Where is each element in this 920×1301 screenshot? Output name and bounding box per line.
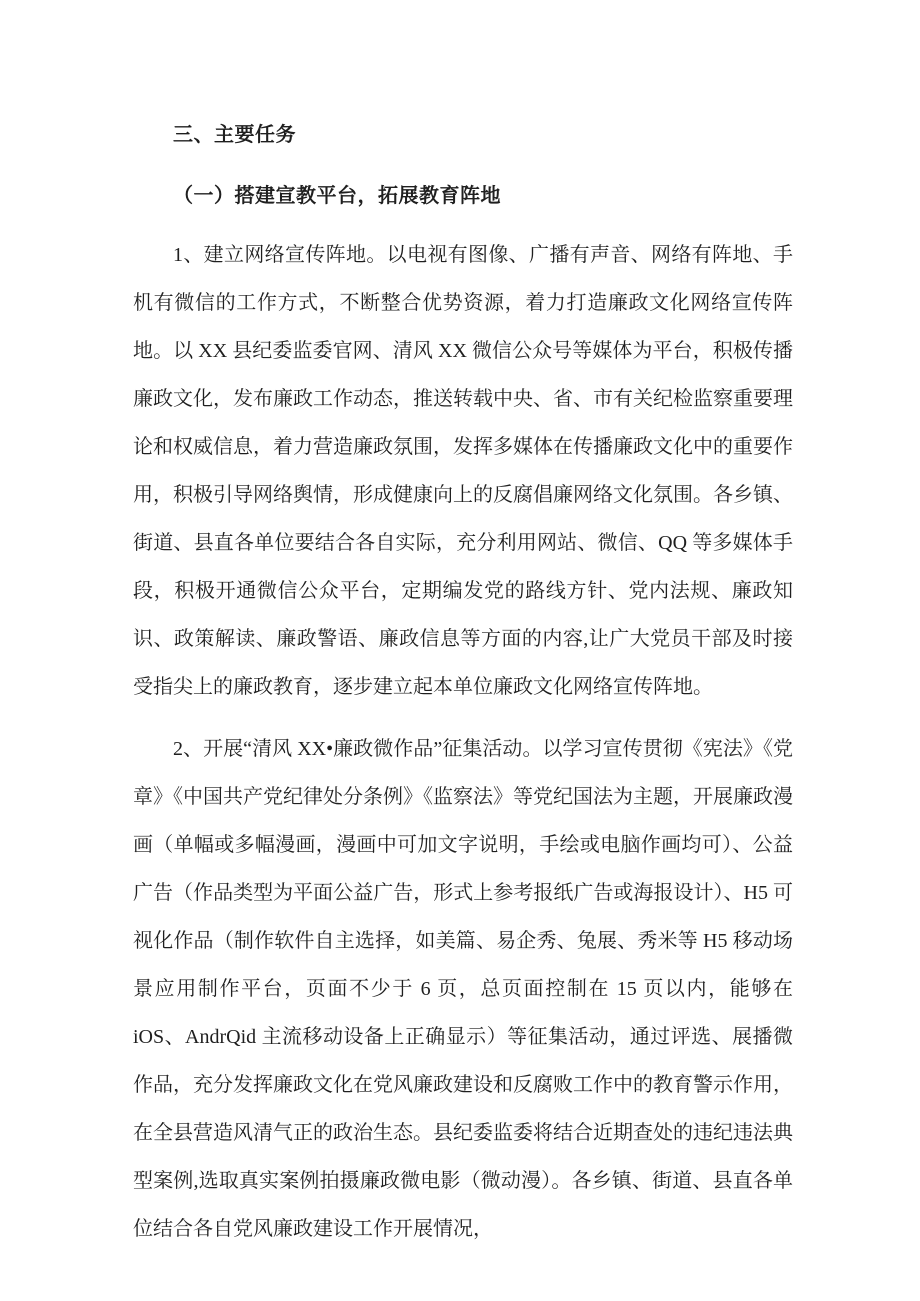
section-heading: 三、主要任务 <box>173 124 296 146</box>
paragraph-micro-works-collection: 2、开展“清风 XX•廉政微作品”征集活动。以学习宣传贯彻《宪法》《党章》《中国共产党纪律处分条例》《监察法》等党纪国法为主题，开展廉政漫画（单幅或多幅漫画，漫画中可加文字说明，手绘或电脑作画均可）、公益广告（作品类型为平面公益广告，形式上参考报纸广告或海报设计）、H5 可视化作品（制作软件自主选择，如美篇、易企秀、兔展、秀米等 H5 移动场景应用制作平台，页面不少于 6 页，总页面控制在 15 页以内，能够在 iOS、AndrQid 主流移动设备上正确显示）等征集活动，通过评选、展播微作品，充分发挥廉政文化在党风廉政建设和反腐败工作中的教育警示作用，在全县营造风清气正的政治生态。县纪委监委将结合近期查处的违纪违法典型案例,选取真实案例拍摄廉政微电影（微动漫）。各乡镇、街道、县直各单位结合各自党风廉政建设工作开展情况， <box>133 738 793 1240</box>
subsection-heading: （一）搭建宣教平台，拓展教育阵地 <box>173 185 501 207</box>
paragraph-network-propaganda: 1、建立网络宣传阵地。以电视有图像、广播有声音、网络有阵地、手机有微信的工作方式，不断整合优势资源，着力打造廉政文化网络宣传阵地。以 XX 县纪委监委官网、清风 XX 微信公众号等媒体为平台，积极传播廉政文化，发布廉政工作动态，推送转载中央、省、市有关纪检监察重要理论和权威信息，着力营造廉政氛围，发挥多媒体在传播廉政文化中的重要作用，积极引导网络舆情，形成健康向上的反腐倡廉网络文化氛围。各乡镇、街道、县直各单位要结合各自实际，充分利用网站、微信、QQ 等多媒体手段，积极开通微信公众平台，定期编发党的路线方针、党内法规、廉政知识、政策解读、廉政警语、廉政信息等方面的内容,让广大党员干部及时接受指尖上的廉政教育，逐步建立起本单位廉政文化网络宣传阵地。 <box>133 244 793 698</box>
